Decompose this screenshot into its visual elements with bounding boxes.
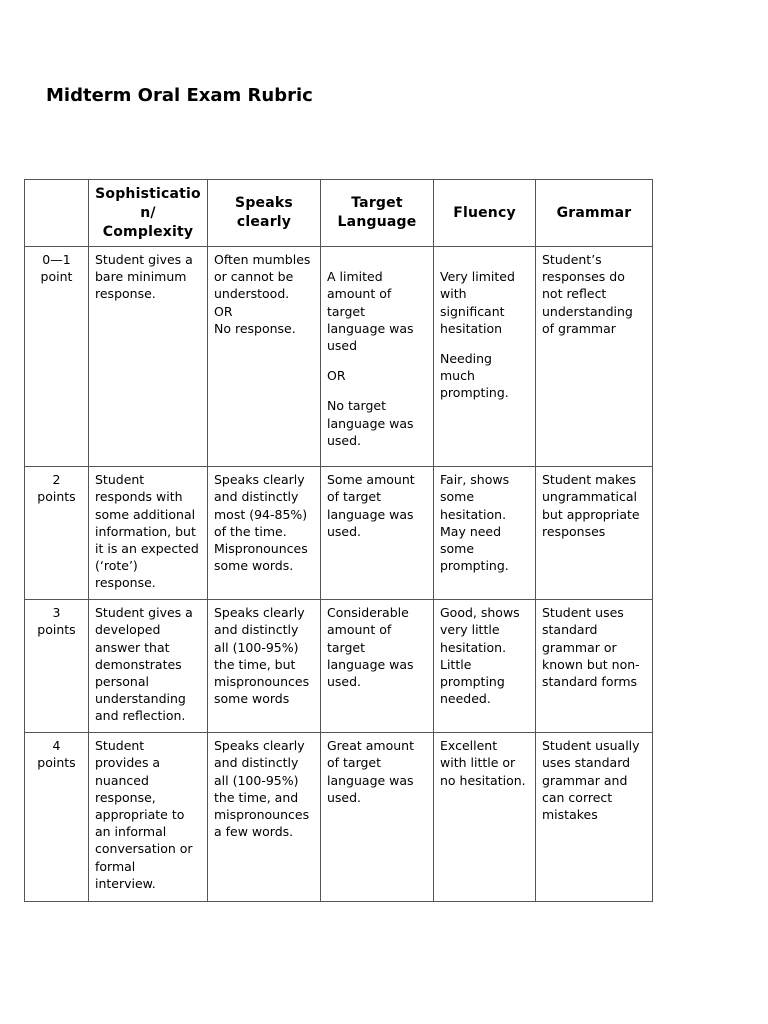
score-cell	[25, 600, 89, 733]
score-cell	[25, 467, 89, 600]
score-label: 0—1 point	[40, 252, 73, 285]
target-language-text: Great amount of target language was used.	[327, 738, 415, 805]
grammar-cell	[536, 600, 653, 733]
speaks-clearly-cell	[208, 467, 321, 600]
target-language-cell	[321, 733, 434, 902]
speaks-clearly-text: Often mumbles or cannot be understood. OR No response.	[214, 252, 311, 336]
fluency-cell	[434, 600, 536, 733]
fluency-text: Excellent with little or no hesitation.	[440, 738, 526, 788]
target-language-paragraph: OR	[327, 368, 346, 384]
table-row	[25, 467, 653, 600]
sophistication-text: Student gives a bare minimum response.	[95, 252, 193, 302]
speaks-clearly-text: Speaks clearly and distinctly all (100-95%) the time, but mispronounces some words	[214, 605, 310, 707]
target-language-cell	[321, 600, 434, 733]
grammar-cell	[536, 247, 653, 467]
header-speaks-clearly-label: Speaks clearly	[235, 195, 293, 230]
target-language-paragraph: No target language was used.	[327, 398, 414, 448]
sophistication-text: Student responds with some additional information, but it is an expected (‘rote’) response.	[95, 472, 199, 591]
table-row	[25, 247, 653, 467]
speaks-clearly-cell	[208, 733, 321, 902]
sophistication-cell	[89, 733, 208, 902]
grammar-cell	[536, 733, 653, 902]
speaks-clearly-cell	[208, 247, 321, 467]
rubric-table	[24, 179, 653, 902]
header-target-language	[321, 180, 434, 247]
fluency-cell	[434, 247, 536, 467]
grammar-text: Student’s responses do not reflect understanding of grammar	[542, 252, 633, 336]
grammar-text: Student makes ungrammatical but appropriate responses	[542, 472, 640, 539]
sophistication-cell	[89, 600, 208, 733]
fluency-paragraph: Very limited with significant hesitation	[440, 269, 515, 336]
sophistication-text: Student gives a developed answer that demonstrates personal understanding and reflection.	[95, 605, 193, 724]
score-cell	[25, 733, 89, 902]
header-grammar: Grammar	[536, 180, 653, 247]
header-target-language-label: Target Language	[337, 195, 417, 230]
page-title: Midterm Oral Exam Rubric	[46, 85, 313, 106]
target-language-text	[327, 247, 429, 466]
header-row	[25, 180, 653, 247]
fluency-cell	[434, 467, 536, 600]
grammar-text: Student uses standard grammar or known but non- standard forms	[542, 605, 640, 690]
header-sophistication	[89, 180, 208, 247]
target-language-paragraph: A limited amount of target language was used	[327, 269, 414, 354]
header-score	[25, 180, 89, 247]
fluency-text	[440, 247, 531, 419]
sophistication-cell	[89, 467, 208, 600]
fluency-paragraph: Needing much prompting.	[440, 351, 509, 401]
sophistication-cell	[89, 247, 208, 467]
header-fluency: Fluency	[434, 180, 536, 247]
score-label: 4 points	[37, 738, 76, 771]
grammar-text: Student usually uses standard grammar and can correct mistakes	[542, 738, 640, 823]
sophistication-text: Student provides a nuanced response, appropriate to an informal conversation or formal interview.	[95, 738, 193, 891]
target-language-cell	[321, 247, 434, 467]
fluency-cell	[434, 733, 536, 902]
header-speaks-clearly	[208, 180, 321, 247]
score-label: 3 points	[37, 605, 76, 638]
header-sophistication-label: Sophisticatio n/ Complexity	[95, 185, 201, 240]
speaks-clearly-text: Speaks clearly and distinctly most (94-85%) of the time. Mispronounces some words.	[214, 472, 308, 574]
table-row	[25, 600, 653, 733]
fluency-text: Good, shows very little hesitation. Little prompting needed.	[440, 605, 520, 707]
table-row	[25, 733, 653, 902]
score-cell	[25, 247, 89, 467]
target-language-cell	[321, 467, 434, 600]
score-label: 2 points	[37, 472, 76, 505]
target-language-text: Considerable amount of target language was used.	[327, 605, 414, 690]
fluency-text: Fair, shows some hesitation. May need some prompting.	[440, 472, 510, 574]
speaks-clearly-text: Speaks clearly and distinctly all (100-95%) the time, and mispronounces a few words.	[214, 738, 310, 840]
grammar-cell	[536, 467, 653, 600]
target-language-text: Some amount of target language was used.	[327, 472, 415, 539]
speaks-clearly-cell	[208, 600, 321, 733]
